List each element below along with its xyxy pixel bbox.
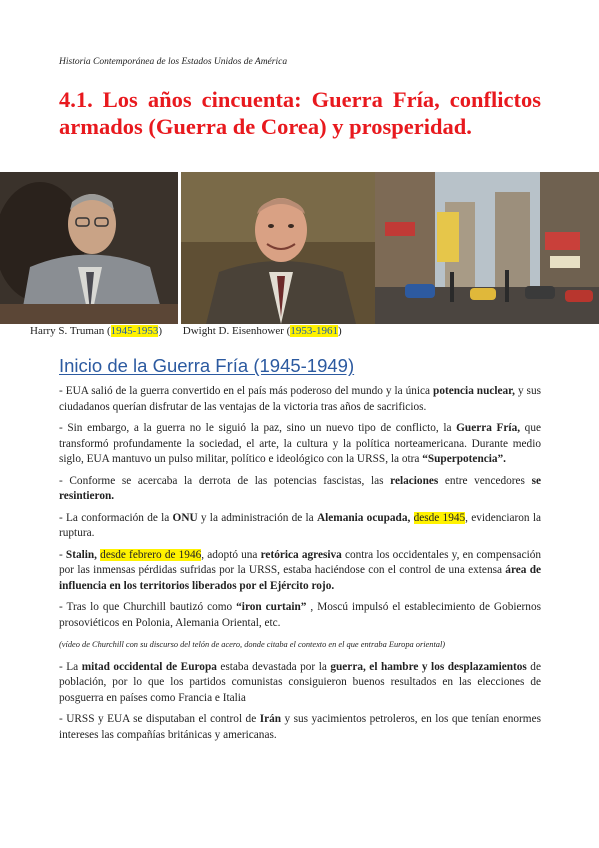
paragraph <box>59 600 541 631</box>
video-note: (vídeo de Churchill con su discurso del telón de acero, donde citaba el contexto en el que entraba Europa oriental) <box>59 640 446 649</box>
eisenhower-caption: Dwight D. Eisenhower (1953-1961) <box>182 325 342 337</box>
text-run: , adoptó una <box>201 548 261 561</box>
body-text <box>59 384 541 749</box>
text-run: - La <box>59 660 82 673</box>
bold-text: Irán <box>259 713 282 725</box>
text-run: estaba devastada por la <box>216 660 331 673</box>
paragraph <box>59 384 541 415</box>
paragraph <box>59 548 541 595</box>
bold-text: Guerra Fría, <box>456 422 521 434</box>
paragraph <box>59 421 541 468</box>
photo-strip <box>0 172 599 324</box>
city-street-photo <box>375 172 599 324</box>
highlighted-text: desde 1945 <box>413 511 466 524</box>
bold-text: guerra, el hambre y los desplazamientos <box>330 660 527 673</box>
bold-text: relaciones <box>390 474 439 487</box>
bold-text: potencia nuclear, <box>433 385 515 397</box>
running-header: Historia Contemporánea de los Estados Unidos de América <box>59 57 288 67</box>
text-run: , evidenciaron la ruptura. <box>59 511 541 539</box>
bold-text: área de influencia en los territorios liberados por el Ejército rojo. <box>59 564 542 592</box>
bold-text: Alemania ocupada, <box>316 511 411 524</box>
text-run: - Sin embargo, a la guerra no le siguió la paz, sino un nuevo tipo de conflicto, la <box>59 422 457 434</box>
text-run: contra los occidentales y, en compensación por las inmensas pérdidas sufridas por la URSS, estaba haciéndose con el control de una extensa <box>59 548 542 576</box>
bold-text: retórica agresiva <box>260 548 342 561</box>
text-run: y sus ciudadanos querían disfrutar de las ventajas de la victoria tras años de sacrificios. <box>59 385 541 413</box>
text-run: - Tras lo que Churchill bautizó como <box>59 601 237 613</box>
text-run: - Conforme se acercaba la derrota de las potencias fascistas, las <box>59 474 391 487</box>
bold-text: mitad occidental de Europa <box>81 660 217 673</box>
bold-text: ONU <box>172 511 198 524</box>
bold-text: “Superpotencia”. <box>422 453 507 465</box>
text-run: , Moscú impulsó el establecimiento de Gobiernos prosoviéticos en Polonia, Alemania Oriental, etc. <box>59 601 541 629</box>
eisenhower-photo <box>181 172 375 324</box>
paragraph-group <box>59 384 541 631</box>
paragraph <box>59 712 541 743</box>
text-run: que transformó profundamente la sociedad, el arte, la cultura y la política norteamericana. Durante medio siglo, EUA mantuvo un pulso militar, político e ideológico con la URSS, la otra <box>59 422 541 465</box>
paragraph <box>59 474 541 505</box>
text-run: - URSS y EUA se disputaban el control de <box>59 713 260 725</box>
text-run: - EUA salió de la guerra convertido en el país más poderoso del mundo y la única <box>59 385 434 397</box>
paragraph <box>59 511 541 542</box>
text-run: y la administración de la <box>197 511 317 524</box>
bold-text: Stalin, <box>65 548 97 561</box>
photo-captions <box>30 325 342 337</box>
text-run: - <box>59 548 66 561</box>
text-run: de población, por lo que los partidos comunistas consiguieron buenos resultados en las elecciones de posguerra en países como Francia e Italia <box>59 660 541 704</box>
bold-text: se resintieron. <box>59 474 542 502</box>
eisenhower-years: 1953-1961 <box>290 325 338 337</box>
truman-years: 1945-1953 <box>110 325 159 337</box>
bold-text: “iron curtain” <box>236 601 307 613</box>
truman-photo <box>0 172 178 324</box>
paragraph-group-2 <box>59 660 541 744</box>
text-run: entre vencedores <box>438 474 532 487</box>
text-run: y sus yacimientos petroleros, en los que tenían enormes intereses las compañías británicas y americanas. <box>59 713 541 741</box>
chapter-title: 4.1. Los años cincuenta: Guerra Fría, conflictos armados (Guerra de Corea) y prosperidad. <box>59 87 541 139</box>
truman-caption: Harry S. Truman (1945-1953) <box>30 325 163 337</box>
section-title: Inicio de la Guerra Fría (1945-1949) <box>59 355 355 376</box>
text-run: - La conformación de la <box>59 511 173 524</box>
highlighted-text: desde febrero de 1946 <box>100 548 202 561</box>
paragraph <box>59 660 541 707</box>
